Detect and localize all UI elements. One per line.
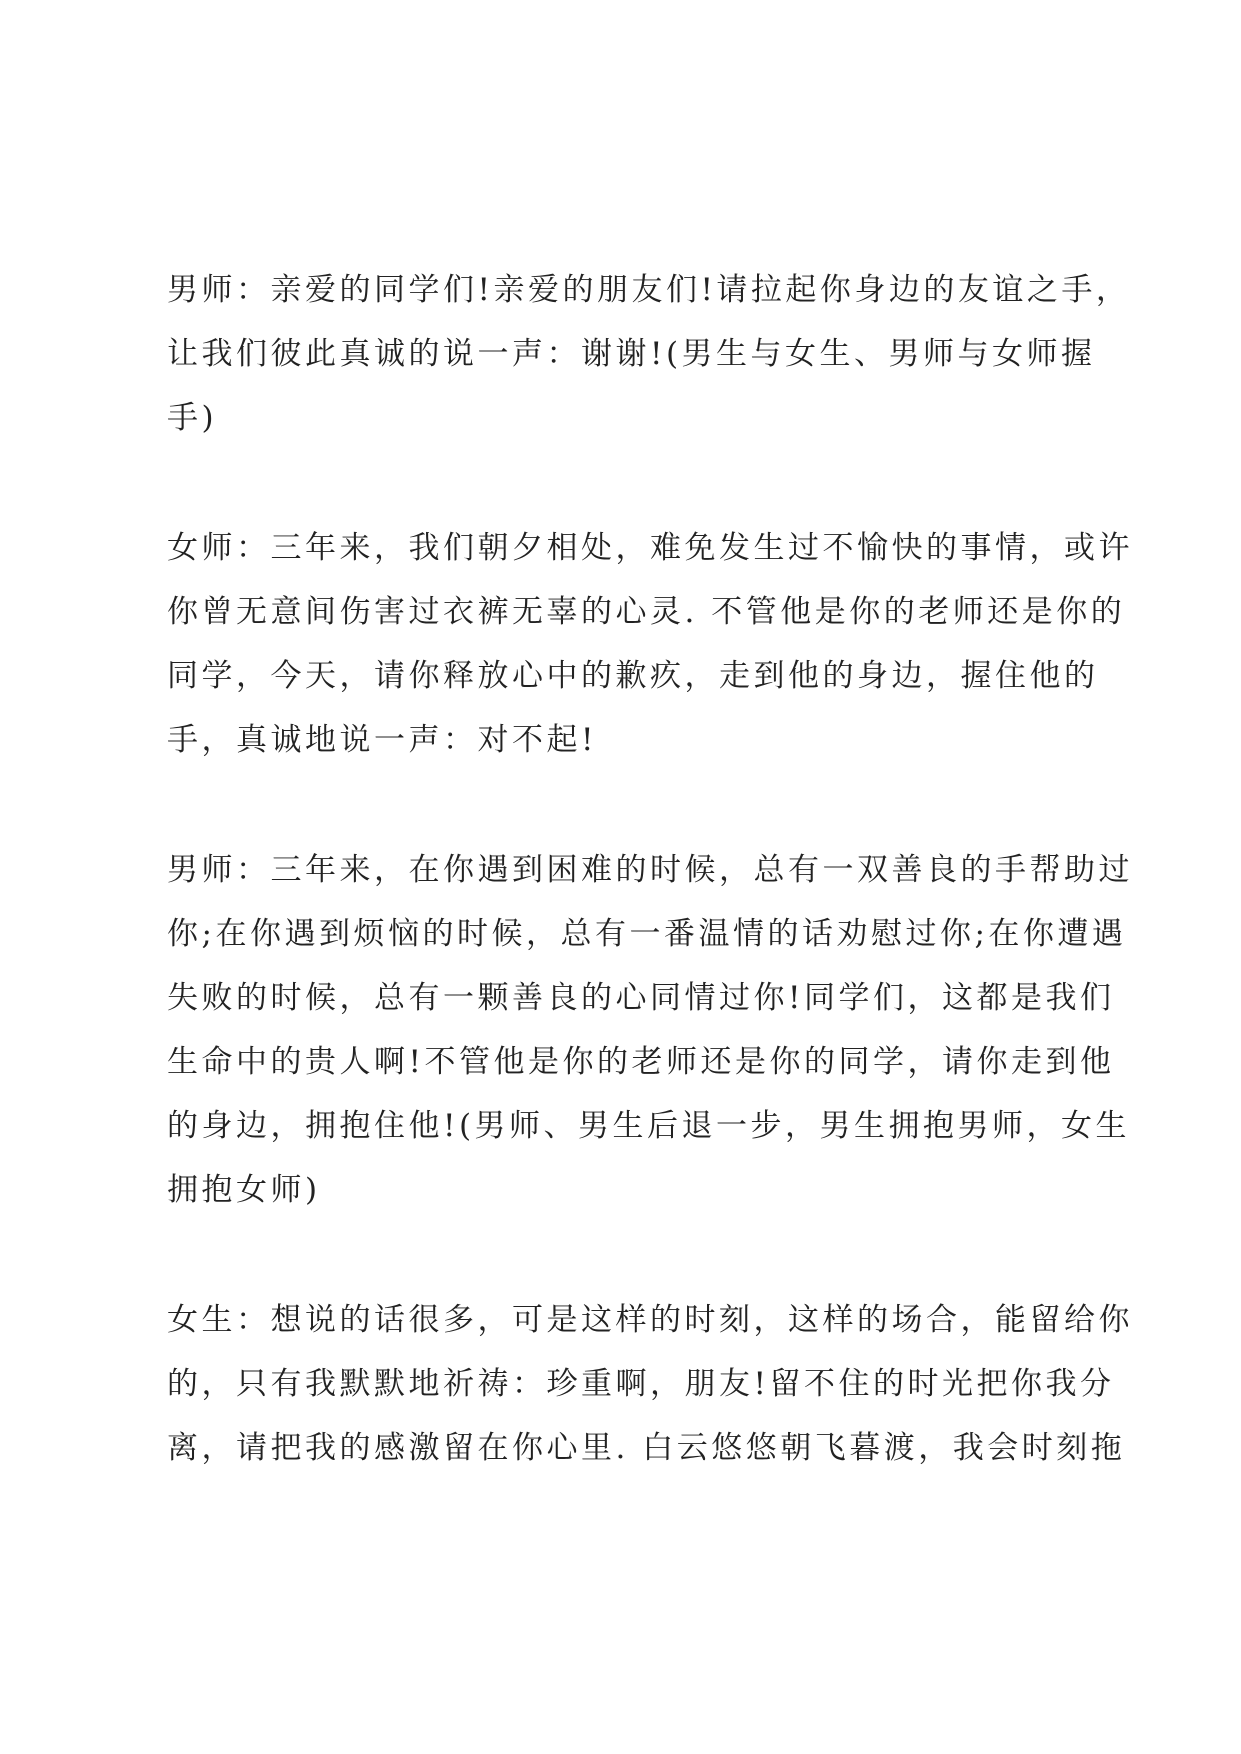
text-line: 女生：想说的话很多，可是这样的时刻，这样的场合，能留给你	[167, 1302, 1133, 1338]
document-body	[167, 258, 1133, 1546]
text-line: 男师：亲爱的同学们!亲爱的朋友们!请拉起你身边的友谊之手，	[167, 272, 1131, 308]
text-line: 手)	[167, 400, 218, 436]
text-line: 你;在你遇到烦恼的时候，总有一番温情的话劝慰过你;在你遭遇	[167, 916, 1127, 952]
text-line: 离，请把我的感激留在你心里. 白云悠悠朝飞暮渡，我会时刻拖	[167, 1430, 1126, 1466]
paragraph-female-student-farewell	[167, 1288, 1133, 1480]
text-line: 男师：三年来，在你遇到困难的时候，总有一双善良的手帮助过	[167, 852, 1133, 888]
text-line: 你曾无意间伤害过衣裤无辜的心灵. 不管他是你的老师还是你的	[167, 594, 1126, 630]
text-line: 手，真诚地说一声：对不起!	[167, 722, 597, 758]
paragraph-male-teacher-embrace	[167, 838, 1133, 1222]
text-line: 失败的时候，总有一颗善良的心同情过你!同学们，这都是我们	[167, 980, 1115, 1016]
text-line: 女师：三年来，我们朝夕相处，难免发生过不愉快的事情，或许	[167, 530, 1133, 566]
paragraph-male-teacher-thanks	[167, 258, 1131, 450]
text-line: 让我们彼此真诚的说一声：谢谢!(男生与女生、男师与女师握	[167, 336, 1096, 372]
text-line: 的，只有我默默地祈祷：珍重啊，朋友!留不住的时光把你我分	[167, 1366, 1115, 1402]
text-line: 同学，今天，请你释放心中的歉疚，走到他的身边，握住他的	[167, 658, 1099, 694]
text-line: 生命中的贵人啊!不管他是你的老师还是你的同学，请你走到他	[167, 1044, 1115, 1080]
text-line: 的身边，拥抱住他!(男师、男生后退一步，男生拥抱男师，女生	[167, 1108, 1131, 1144]
text-line: 拥抱女师)	[167, 1172, 321, 1208]
paragraph-female-teacher-apology	[167, 516, 1133, 772]
